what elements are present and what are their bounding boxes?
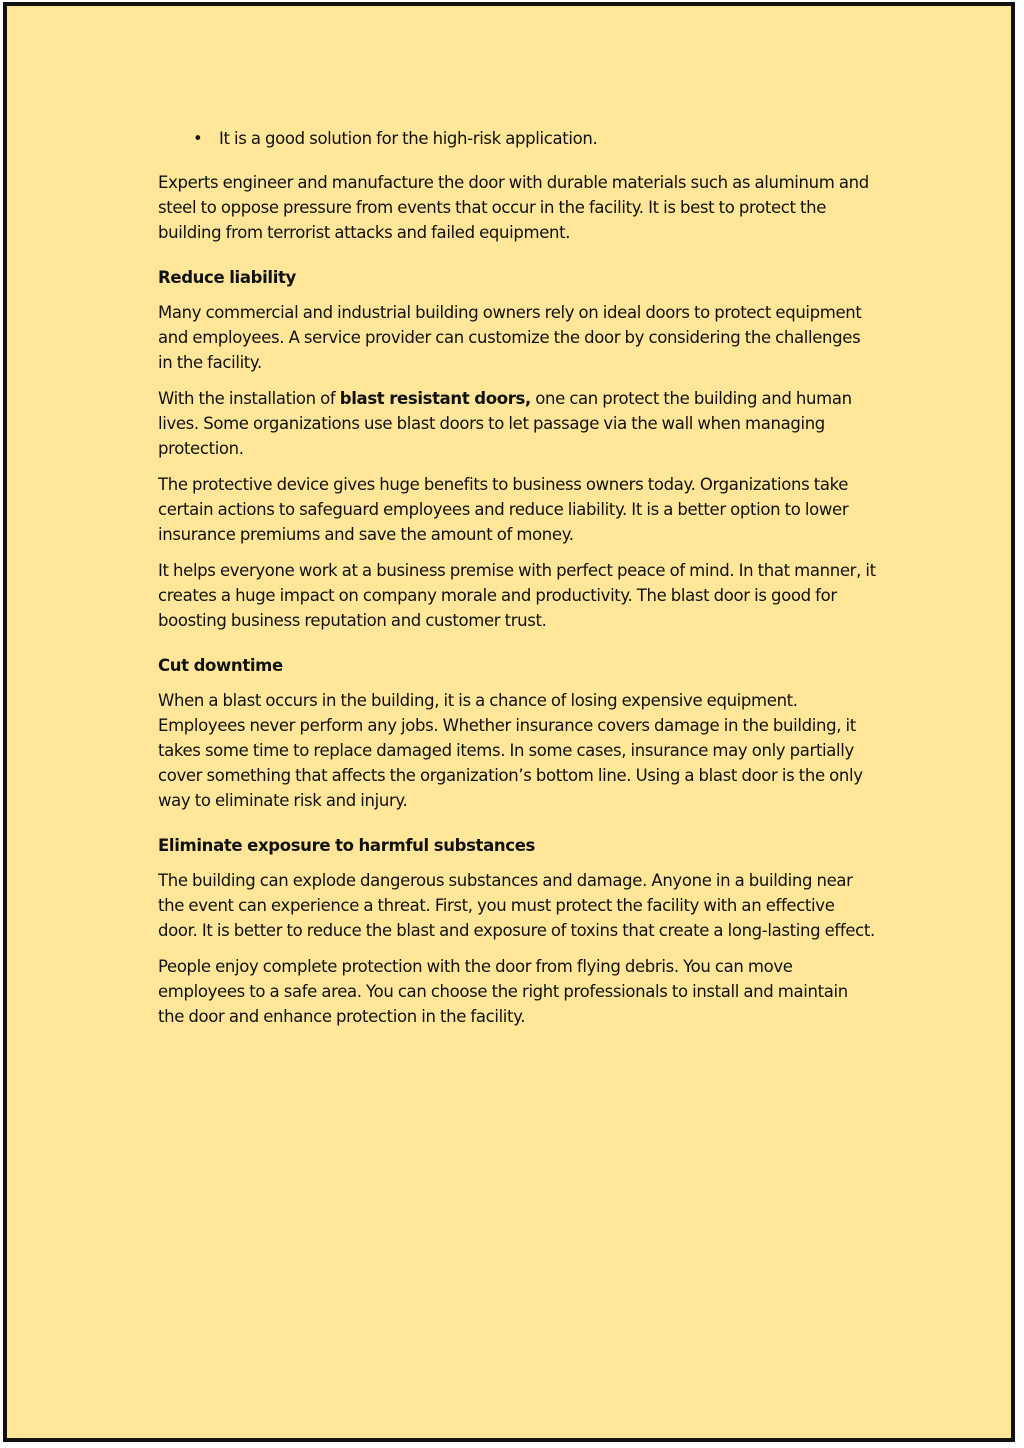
paragraph-text-before: With the installation of <box>158 389 340 408</box>
paragraph-text-after: one can protect the building and human lives. Some organizations use blast doors to let passage via the wall when managing protection. <box>158 389 852 458</box>
document-page <box>3 2 1015 1442</box>
document-body <box>158 126 878 1040</box>
reduce-liability-paragraph-3: The protective device gives huge benefits to business owners today. Organizations take certain actions to safeguard employees and reduce liability. It is a better option to lower insurance premiums and save the amount of money. <box>158 475 849 544</box>
heading-cut-downtime: Cut downtime <box>158 656 283 675</box>
eliminate-exposure-paragraph-2: People enjoy complete protection with the door from flying debris. You can move employees to a safe area. You can choose the right professionals to install and maintain the door and enhance protection in the facility. <box>158 957 848 1026</box>
heading-eliminate-exposure: Eliminate exposure to harmful substances <box>158 836 536 855</box>
eliminate-exposure-paragraph-1: The building can explode dangerous substances and damage. Anyone in a building near the event can experience a threat. First, you must protect the facility with an effective door. It is better to reduce the blast and exposure of toxins that create a long-lasting effect. <box>158 871 875 940</box>
bold-keyword: blast resistant doors, <box>339 389 531 408</box>
reduce-liability-paragraph-2 <box>158 386 878 461</box>
reduce-liability-paragraph-1: Many commercial and industrial building owners rely on ideal doors to protect equipment and employees. A service provider can customize the door by considering the challenges in the facility. <box>158 303 862 372</box>
intro-paragraph: Experts engineer and manufacture the door with durable materials such as aluminum and steel to oppose pressure from events that occur in the facility. It is best to protect the building from terrorist attacks and failed equipment. <box>158 173 869 242</box>
bullet-item <box>158 126 878 151</box>
heading-reduce-liability: Reduce liability <box>158 268 296 287</box>
reduce-liability-paragraph-4: It helps everyone work at a business premise with perfect peace of mind. In that manner, it creates a huge impact on company morale and productivity. The blast door is good for boosting business reputation and customer trust. <box>158 561 876 630</box>
bullet-text: It is a good solution for the high-risk application. <box>219 129 598 148</box>
cut-downtime-paragraph-1: When a blast occurs in the building, it is a chance of losing expensive equipment. Employees never perform any jobs. Whether insurance covers damage in the building, it takes some time to replace damaged items. In some cases, insurance may only partially cover something that affects the organization’s bottom line. Using a blast door is the only way to eliminate risk and injury. <box>158 691 863 810</box>
bullet-list <box>158 126 878 151</box>
bullet-dot-icon: • <box>193 129 203 148</box>
